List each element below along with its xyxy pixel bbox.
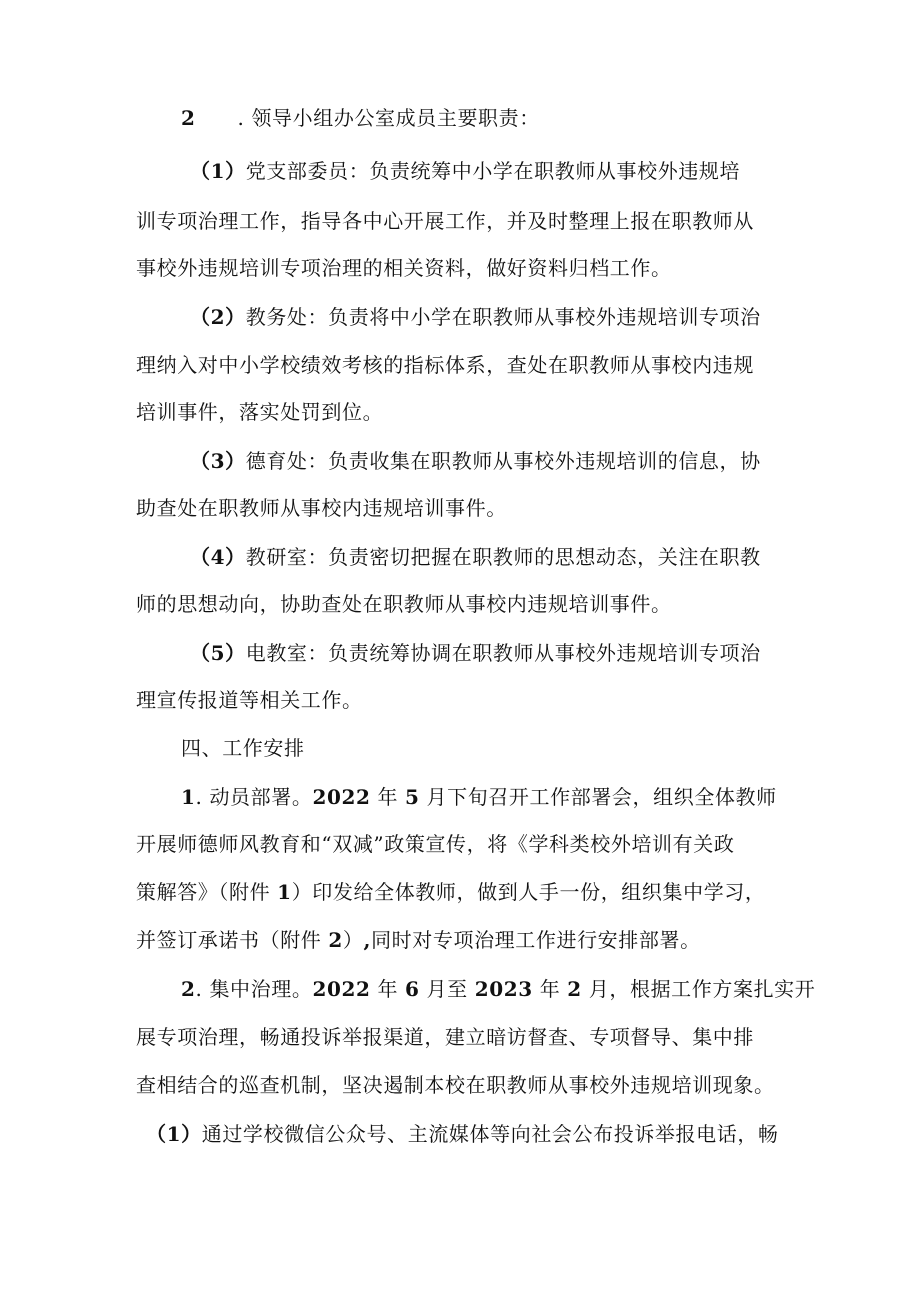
item-text: 助查处在职教师从事校内违规培训事件。 [136, 496, 507, 520]
section-title: . 领导小组办公室成员主要职责： [237, 106, 540, 130]
item-number: （2） [190, 305, 246, 329]
month: 2 [567, 977, 582, 1001]
text-fragment: 年 [370, 785, 406, 809]
item-text: 培训事件，落实处罚到位。 [136, 400, 384, 424]
item-text: 电教室：负责统筹协调在职教师从事校外违规培训专项治 [245, 641, 761, 665]
text-fragment: 策解答》（附件 [136, 880, 278, 904]
item-number: （4） [190, 545, 246, 569]
item-text: 训专项治理工作，指导各中心开展工作，并及时整理上报在职教师从 [136, 209, 754, 233]
item-3-line-2 [136, 496, 507, 520]
item-number: （5） [190, 641, 246, 665]
step-1-line-3 [136, 880, 766, 904]
text-fragment: ）印发给全体教师，做到人手一份，组织集中学习， [291, 880, 766, 904]
item-text: 党支部委员：负责统筹中小学在职教师从事校外违规培 [245, 159, 741, 183]
step-number: 2 [181, 977, 196, 1001]
month: 5 [405, 785, 420, 809]
section-4-heading: 四、工作安排 [181, 736, 305, 760]
step-text: 展专项治理，畅通投诉举报渠道，建立暗访督查、专项督导、集中排 [136, 1025, 754, 1049]
text-fragment: 月下旬召开工作部署会，组织全体教师 [419, 785, 777, 809]
item-5-line-2 [136, 688, 363, 712]
item-text: 通过学校微信公众号、主流媒体等向社会公布投诉举报电话，畅 [201, 1122, 779, 1146]
item-number: （1） [190, 159, 246, 183]
month: 6 [405, 977, 420, 1001]
item-4-line-1 [190, 545, 761, 569]
item-3-line-1 [190, 449, 761, 473]
text-fragment: 年 [370, 977, 406, 1001]
step-number: 1 [181, 785, 196, 809]
step-title: . 集中治理。 [195, 977, 313, 1001]
item-2-line-2 [136, 353, 754, 377]
item-4-line-2 [136, 592, 672, 616]
item-1-line-1 [190, 159, 740, 183]
year: 2023 [474, 977, 533, 1001]
step-2-line-2 [136, 1025, 754, 1049]
item-text: 事校外违规培训专项治理的相关资料，做好资料归档工作。 [136, 256, 672, 280]
item-number: （3） [190, 449, 246, 473]
step-1-line-4 [136, 928, 701, 952]
text-fragment: ） [342, 928, 364, 952]
item-1-line-2 [136, 209, 754, 233]
text-fragment: 年 [532, 977, 568, 1001]
text-fragment: 月至 [419, 977, 475, 1001]
item-2-line-1 [190, 305, 761, 329]
section-number: 2 [181, 106, 196, 130]
sub-item-1-line-1 [146, 1122, 779, 1146]
item-1-line-3 [136, 256, 672, 280]
item-5-line-1 [190, 641, 761, 665]
step-title: . 动员部署。 [195, 785, 313, 809]
step-text: 查相结合的巡查机制，坚决遏制本校在职教师从事校外违规培训现象。 [136, 1073, 775, 1097]
item-2-line-3 [136, 400, 383, 424]
text-fragment: 月，根据工作方案扎实开 [581, 977, 816, 1001]
year: 2022 [312, 977, 371, 1001]
attachment-number: 1 [277, 880, 292, 904]
item-text: 德育处：负责收集在职教师从事校外违规培训的信息，协 [245, 449, 761, 473]
step-1-line-2 [136, 832, 734, 856]
step-1-line-1 [181, 785, 777, 809]
item-text: 理宣传报道等相关工作。 [136, 688, 363, 712]
item-text: 教研室：负责密切把握在职教师的思想动态，关注在职教 [245, 545, 761, 569]
attachment-number: 2 [328, 928, 343, 952]
item-number: （1） [146, 1122, 202, 1146]
text-fragment: 同时对专项治理工作进行安排部署。 [371, 928, 701, 952]
year: 2022 [312, 785, 371, 809]
item-text: 师的思想动向，协助查处在职教师从事校内违规培训事件。 [136, 592, 672, 616]
step-2-line-1 [181, 977, 815, 1001]
step-2-line-3 [136, 1073, 775, 1097]
text-fragment: , [363, 928, 372, 952]
item-text: 教务处：负责将中小学在职教师从事校外违规培训专项治 [245, 305, 761, 329]
item-text: 理纳入对中小学校绩效考核的指标体系，查处在职教师从事校内违规 [136, 353, 754, 377]
section-2-heading [181, 106, 540, 130]
step-text: 开展师德师风教育和“双减”政策宣传，将《学科类校外培训有关政 [136, 832, 735, 856]
text-fragment: 并签订承诺书（附件 [136, 928, 329, 952]
